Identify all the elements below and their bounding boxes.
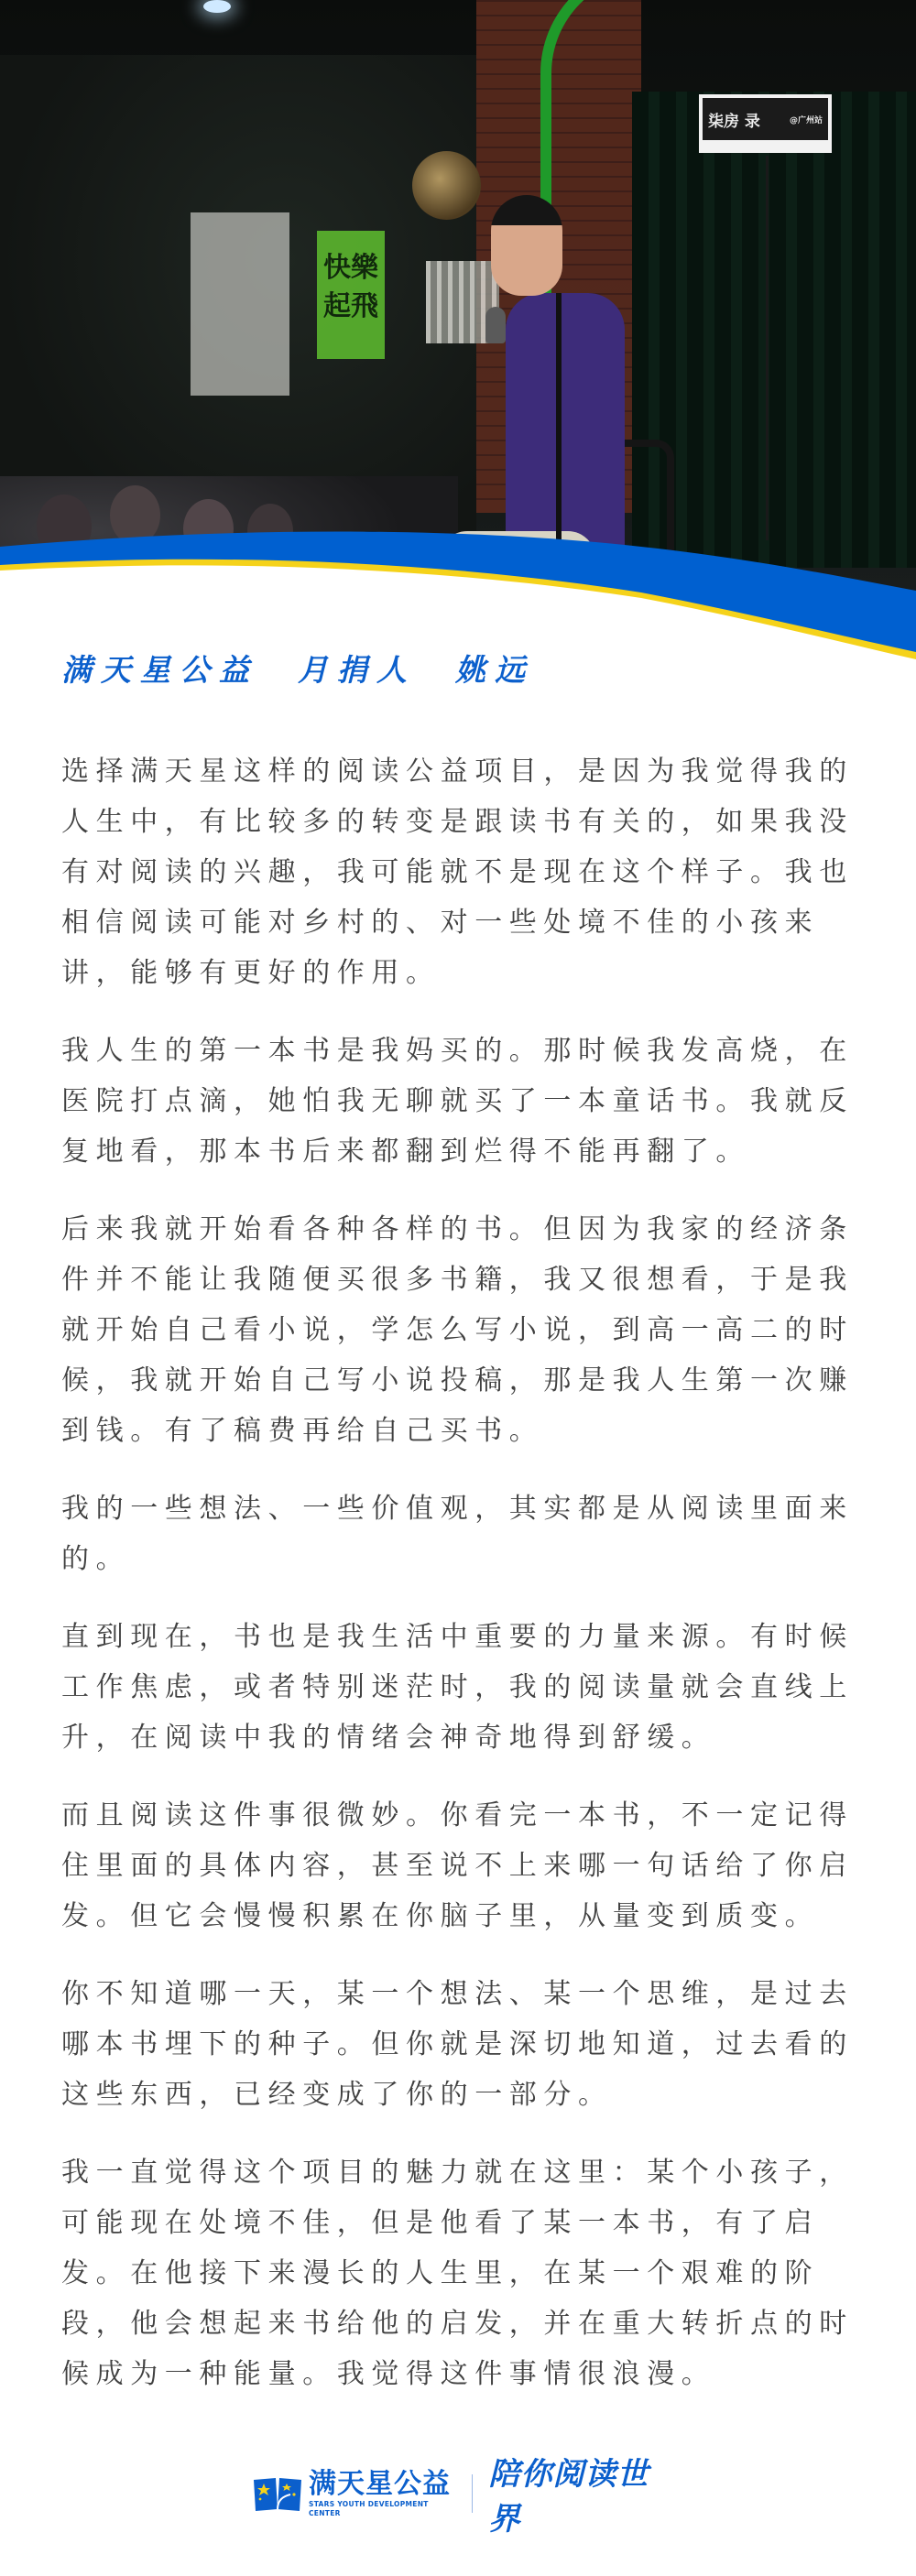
footer-logo [252, 2456, 673, 2538]
paragraph-line: 哪本书埋下的种子。但你就是深切地知道，过去看的 [61, 2028, 854, 2060]
paragraph-line: 段，他会想起来书给他的启发，并在重大转折点的时 [61, 2308, 854, 2340]
paragraph-line: 工作焦虑，或者特别迷茫时，我的阅读量就会直线上 [61, 1671, 854, 1703]
paragraph-line: 到钱。有了稿费再给自己买书。 [61, 1415, 544, 1447]
paragraph-line: 我人生的第一本书是我妈买的。那时候我发高烧，在 [61, 1035, 854, 1067]
paragraph-line: 候成为一种能量。我觉得这件事情很浪漫。 [61, 2358, 716, 2390]
paragraph-line: 选择满天星这样的阅读公益项目，是因为我觉得我的 [61, 755, 854, 788]
paragraph-line: 医院打点滴，她怕我无聊就买了一本童话书。我就反 [61, 1085, 854, 1117]
event-sign-title: 柒房 录 [708, 112, 760, 131]
stage-spotlight [203, 0, 231, 13]
article-paragraph [61, 746, 867, 998]
article-body [61, 746, 867, 2427]
article-paragraph [61, 1204, 867, 1456]
stage-curtain [632, 92, 916, 568]
org-name: 满天星公益 [309, 2468, 451, 2500]
speaker-head [491, 195, 562, 296]
gramophone [412, 151, 481, 220]
paragraph-line: 这些东西，已经变成了你的一部分。 [61, 2079, 613, 2111]
paragraph-line: 的。 [61, 1543, 131, 1575]
paragraph-line: 住里面的具体内容，甚至说不上来哪一句话给了你启 [61, 1850, 854, 1882]
event-sign [699, 94, 832, 153]
article-paragraph [61, 1612, 867, 1763]
green-poster: 快樂起飛 [317, 231, 385, 359]
paragraph-line: 复地看，那本书后来都翻到烂得不能再翻了。 [61, 1136, 750, 1168]
paragraph-line: 你不知道哪一天，某一个想法、某一个思维，是过去 [61, 1978, 854, 2010]
article-paragraph [61, 1969, 867, 2120]
sign-stand [766, 156, 769, 540]
logo-divider [472, 2474, 473, 2513]
open-book-with-stars-icon [252, 2474, 303, 2513]
paragraph-line: 讲，能够有更好的作用。 [61, 957, 441, 989]
paragraph-line: 人生中，有比较多的转变是跟读书有关的，如果我没 [61, 806, 854, 838]
paragraph-line: 升，在阅读中我的情绪会神奇地得到舒缓。 [61, 1722, 716, 1754]
paragraph-line: 我一直觉得这个项目的魅力就在这里：某个小孩子， [61, 2157, 854, 2189]
microphone-icon [485, 307, 506, 343]
slogan: 陪你阅读世界 [488, 2456, 649, 2538]
article-paragraph [61, 1484, 867, 1584]
article-paragraph [61, 1026, 867, 1177]
paragraph-line: 可能现在处境不佳，但是他看了某一本书，有了启 [61, 2207, 820, 2239]
paragraph-line: 件并不能让我随便买很多书籍，我又很想看，于是我 [61, 1264, 854, 1296]
page-title: 满天星公益 月捐人 姚远 [61, 652, 534, 688]
paragraph-line: 直到现在，书也是我生活中重要的力量来源。有时候 [61, 1621, 854, 1653]
paragraph-line: 就开始自己看小说，学怎么写小说，到高一高二的时 [61, 1314, 854, 1346]
paragraph-line: 我的一些想法、一些价值观，其实都是从阅读里面来 [61, 1493, 854, 1525]
event-sign-location: @广州站 [789, 115, 823, 125]
org-name-en: STARS YOUTH DEVELOPMENT CENTER [309, 2500, 429, 2517]
paragraph-line: 相信阅读可能对乡村的、对一些处境不佳的小孩来 [61, 907, 820, 939]
article-paragraph [61, 1790, 867, 1941]
wall-poster [191, 212, 289, 396]
paragraph-line: 发。但它会慢慢积累在你脑子里，从量变到质变。 [61, 1900, 820, 1932]
article-paragraph [61, 2147, 867, 2399]
paragraph-line: 有对阅读的兴趣，我可能就不是现在这个样子。我也 [61, 856, 854, 888]
paragraph-line: 候，我就开始自己写小说投稿，那是我人生第一次赚 [61, 1364, 854, 1397]
paragraph-line: 而且阅读这件事很微妙。你看完一本书，不一定记得 [61, 1799, 854, 1831]
paragraph-line: 发。在他接下来漫长的人生里，在某一个艰难的阶 [61, 2257, 820, 2289]
paragraph-line: 后来我就开始看各种各样的书。但因为我家的经济条 [61, 1213, 854, 1245]
